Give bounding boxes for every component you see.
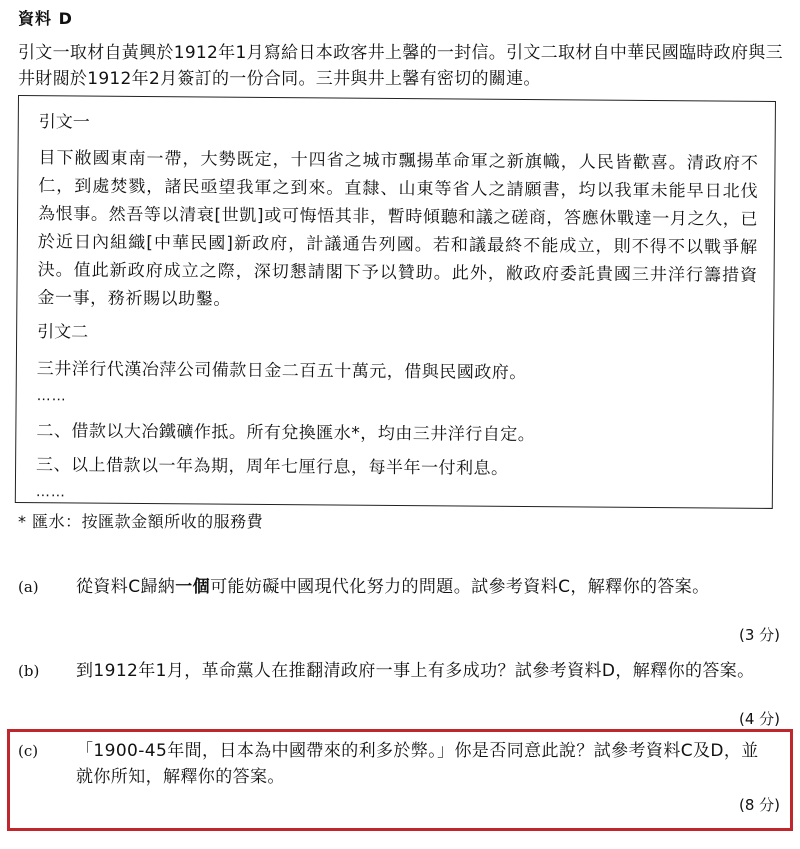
question-c-text: 「1900-45年間，日本為中國帶來的利多於弊。」你是否同意此說？試參考資料C及D，並就你所知，解釋你的答案。 — [76, 741, 759, 787]
excerpt-2-label: 引文二 — [37, 322, 89, 343]
question-a-text-after: 可能妨礙中國現代化努力的問題。試參考資料C，解釋你的答案。 — [210, 577, 710, 597]
excerpt-1-text: 目下敝國東南一帶，大勢既定，十四省之城市飄揚革命軍之新旗幟，人民皆歡喜。清政府不仁，到處焚戮，諸民亟望我軍之到來。直隸、山東等省人之請願書，均以我軍未能早日北伐為恨事。然吾等以清衰[世凱]或可悔悟其非，暫時傾聽和議之磋商，答應休戰達一月之久，已於近日內組織[中華民國]新政府，計議通告列國。若和議最終不能成立，則不得不以戰爭解決。值此新政府成立之際，深切懇請閣下予以贊助。此外，敝政府委託貴國三井洋行籌措資金一事，務祈賜以助鑿。 — [37, 148, 759, 310]
question-a-text — [76, 574, 776, 600]
source-excerpt-box — [15, 95, 776, 509]
source-title: 資料 D — [18, 9, 73, 28]
source-introduction: 引文一取材自黃興於1912年1月寫給日本政客井上馨的一封信。引文二取材自中華民國臨時政府與三井財閥於1912年2月簽訂的一份合同。三井與井上馨有密切的關連。 — [18, 43, 783, 89]
excerpt-2-ellipsis-1: …… — [36, 388, 67, 405]
footnote: * 匯水：按匯款金額所收的服務費 — [18, 512, 264, 531]
excerpt-2-line-2: 二、借款以大冶鐵礦作抵。所有兌換匯水*，均由三井洋行自定。 — [36, 421, 536, 446]
question-b-label: (b) — [18, 662, 40, 680]
source-excerpt-content — [36, 108, 759, 518]
excerpt-2-line-1: 三井洋行代漢冶萍公司備款日金二百五十萬元，借與民國政府。 — [36, 359, 527, 384]
question-a-label: (a) — [18, 578, 39, 596]
question-a-emphasis: 一個 — [175, 577, 211, 597]
excerpt-2-ellipsis-2: …… — [35, 484, 66, 501]
question-a-text-before: 從資料C歸納 — [76, 577, 176, 597]
excerpt-2-line-3: 三、以上借款以一年為期，周年七厘行息，每半年一付利息。 — [36, 455, 509, 479]
excerpt-1-label: 引文一 — [38, 112, 90, 133]
question-c-label: (c) — [18, 742, 39, 760]
question-a-marks: (3 分) — [738, 626, 780, 644]
question-b-text: 到1912年1月，革命黨人在推翻清政府一事上有多成功？試參考資料D，解釋你的答案。 — [76, 661, 755, 681]
question-b-marks: (4 分) — [738, 710, 780, 728]
question-c-marks: (8 分) — [738, 796, 780, 814]
